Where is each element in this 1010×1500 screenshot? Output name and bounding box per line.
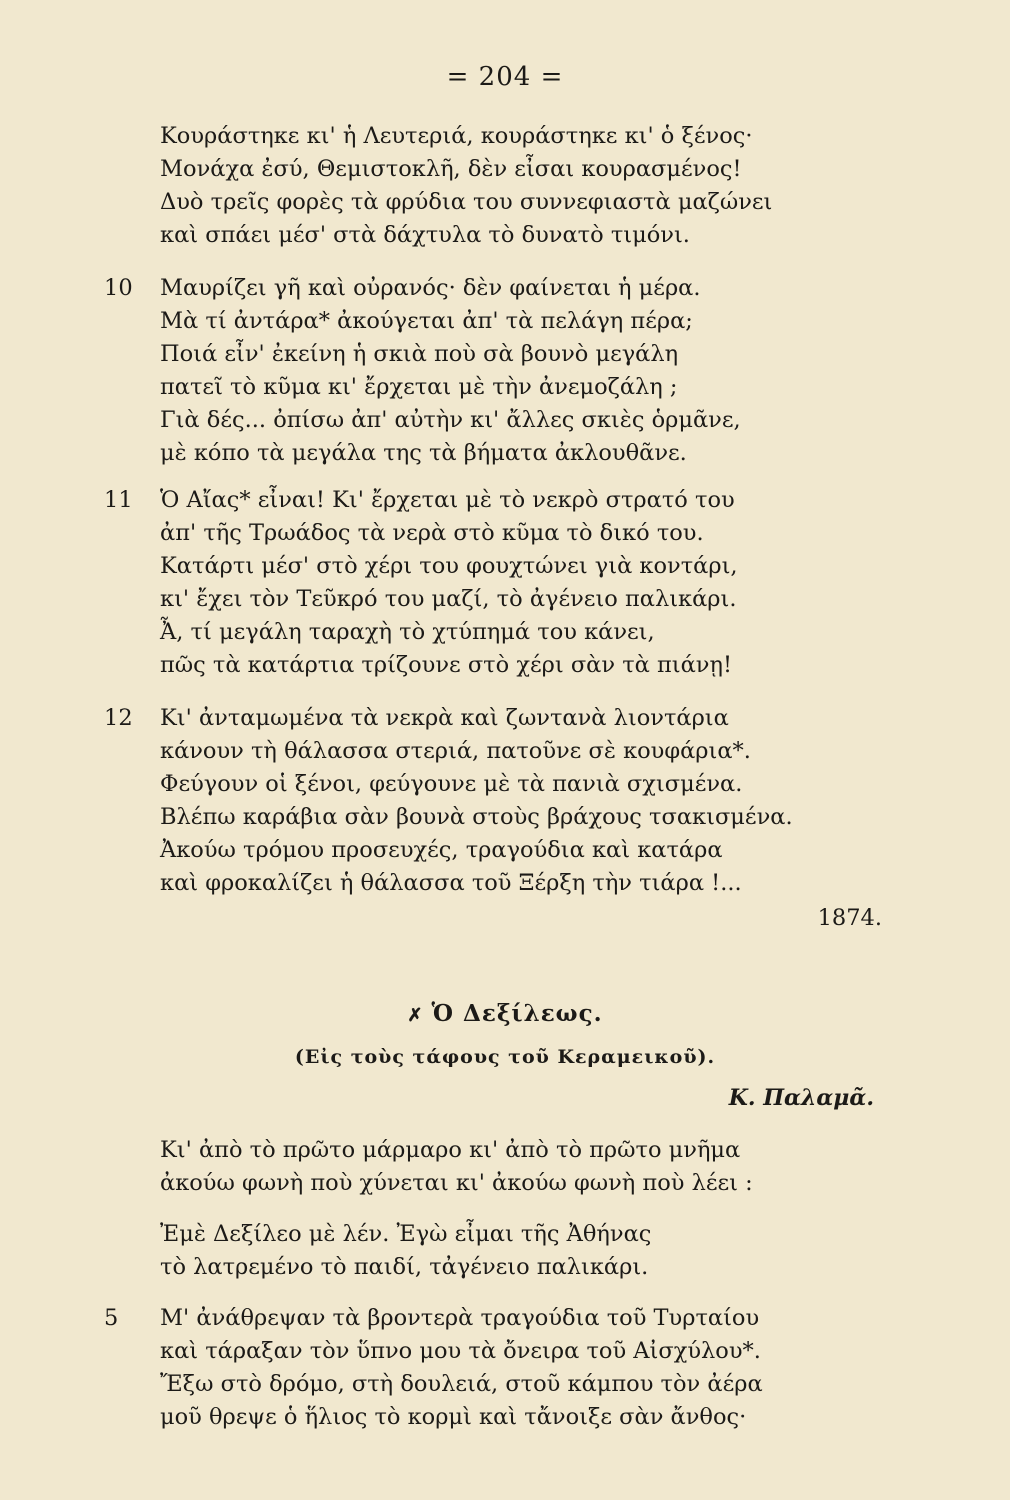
verse-line: καὶ φροκαλίζει ἡ θάλασσα τοῦ Ξέρξη τὴν τιάρα !... — [160, 870, 742, 896]
verse-line: καὶ τάραξαν τὸν ὕπνο μου τὰ ὄνειρα τοῦ Αἰσχύλου*. — [160, 1338, 761, 1364]
verse-line: πατεῖ τὸ κῦμα κι' ἔρχεται μὲ τὴν ἀνεμοζάλη ; — [160, 374, 678, 400]
verse-line: Φεύγουν οἱ ξένοι, φεύγουνε μὲ τὰ πανιὰ σχισμένα. — [160, 771, 743, 797]
verse-line: κι' ἔχει τὸν Τεῦκρό του μαζί, τὸ ἀγένειο παλικάρι. — [160, 586, 737, 612]
verse-line: Γιὰ δές... ὀπίσω ἀπ' αὐτὴν κι' ἄλλες σκιὲς ὁρμᾶνε, — [160, 407, 741, 433]
verse-line: καὶ σπάει μέσ' στὰ δάχτυλα τὸ δυνατὸ τιμόνι. — [160, 222, 690, 248]
page-number: = 204 = — [446, 62, 564, 92]
verse-line: Κι' ἀπὸ τὸ πρῶτο μάρμαρο κι' ἀπὸ τὸ πρῶτο μνῆμα — [160, 1137, 741, 1163]
verse-line: πῶς τὰ κατάρτια τρίζουνε στὸ χέρι σὰν τὰ πιάνῃ! — [160, 652, 733, 678]
verse-line: Κατάρτι μέσ' στὸ χέρι του φουχτώνει γιὰ κοντάρι, — [160, 553, 738, 579]
verse-line: μοῦ θρεψε ὁ ἥλιος τὸ κορμὶ καὶ τἄνοιξε σὰν ἄνθος· — [160, 1404, 747, 1430]
verse-line: ἀκούω φωνὴ ποὺ χύνεται κι' ἀκούω φωνὴ ποὺ λέει : — [160, 1170, 753, 1196]
verse-line: Μ' ἀνάθρεψαν τὰ βροντερὰ τραγούδια τοῦ Τυρταίου — [160, 1305, 760, 1331]
verse-line: Ἆ, τί μεγάλη ταραχὴ τὸ χτύπημά του κάνει, — [160, 619, 655, 645]
verse-line: Δυὸ τρεῖς φορὲς τὰ φρύδια του συννεφιαστὰ μαζώνει — [160, 189, 773, 215]
verse-line: μὲ κόπο τὰ μεγάλα της τὰ βήματα ἀκλουθᾶνε. — [160, 440, 687, 466]
cross-mark-icon: ✗ — [407, 1005, 424, 1026]
verse-line: Μὰ τί ἀντάρα* ἀκούγεται ἀπ' τὰ πελάγη πέρα; — [160, 308, 693, 334]
verse-line: Ἔξω στὸ δρόμο, στὴ δουλειά, στοῦ κάμπου τὸν ἀέρα — [160, 1371, 763, 1397]
poem-title-text: Ὁ Δεξίλεως. — [431, 1000, 603, 1027]
stanza-number: 10 — [104, 275, 133, 301]
verse-line: τὸ λατρεμένο τὸ παιδί, τἀγένειο παλικάρι. — [160, 1254, 649, 1280]
verse-line: κάνουν τὴ θάλασσα στεριά, πατοῦνε σὲ κουφάρια*. — [160, 738, 751, 764]
stanza-number: 5 — [104, 1305, 119, 1331]
verse-line: Ὁ Αἴας* εἶναι! Κι' ἔρχεται μὲ τὸ νεκρὸ στρατό του — [160, 487, 735, 513]
verse-line: Μαυρίζει γῆ καὶ οὐρανός· δὲν φαίνεται ἡ μέρα. — [160, 275, 701, 301]
verse-line: Ποιά εἶν' ἐκείνη ἡ σκιὰ ποὺ σὰ βουνὸ μεγάλη — [160, 341, 679, 367]
poem-title — [0, 1000, 1010, 1027]
verse-line: Βλέπω καράβια σὰν βουνὰ στοὺς βράχους τσακισμένα. — [160, 804, 793, 830]
stanza-number: 12 — [104, 705, 133, 731]
verse-line: Ἐμὲ Δεξίλεο μὲ λέν. Ἐγὼ εἶμαι τῆς Ἀθήνας — [160, 1221, 652, 1247]
verse-line: Μονάχα ἐσύ, Θεμιστοκλῆ, δὲν εἶσαι κουρασμένος! — [160, 156, 742, 182]
verse-line: ἀπ' τῆς Τρωάδος τὰ νερὰ στὸ κῦμα τὸ δικό του. — [160, 520, 704, 546]
stanza-number: 11 — [104, 487, 133, 513]
poem-subtitle: (Εἰς τοὺς τάφους τοῦ Κεραμεικοῦ). — [294, 1046, 716, 1068]
poem-author: Κ. Παλαμᾶ. — [728, 1085, 874, 1111]
poem-date: 1874. — [817, 905, 882, 931]
verse-line: Ἀκούω τρόμου προσευχές, τραγούδια καὶ κατάρα — [160, 837, 723, 863]
verse-line: Κουράστηκε κι' ἡ Λευτεριά, κουράστηκε κι' ὁ ξένος· — [160, 123, 753, 149]
verse-line: Κι' ἀνταμωμένα τὰ νεκρὰ καὶ ζωντανὰ λιοντάρια — [160, 705, 729, 731]
